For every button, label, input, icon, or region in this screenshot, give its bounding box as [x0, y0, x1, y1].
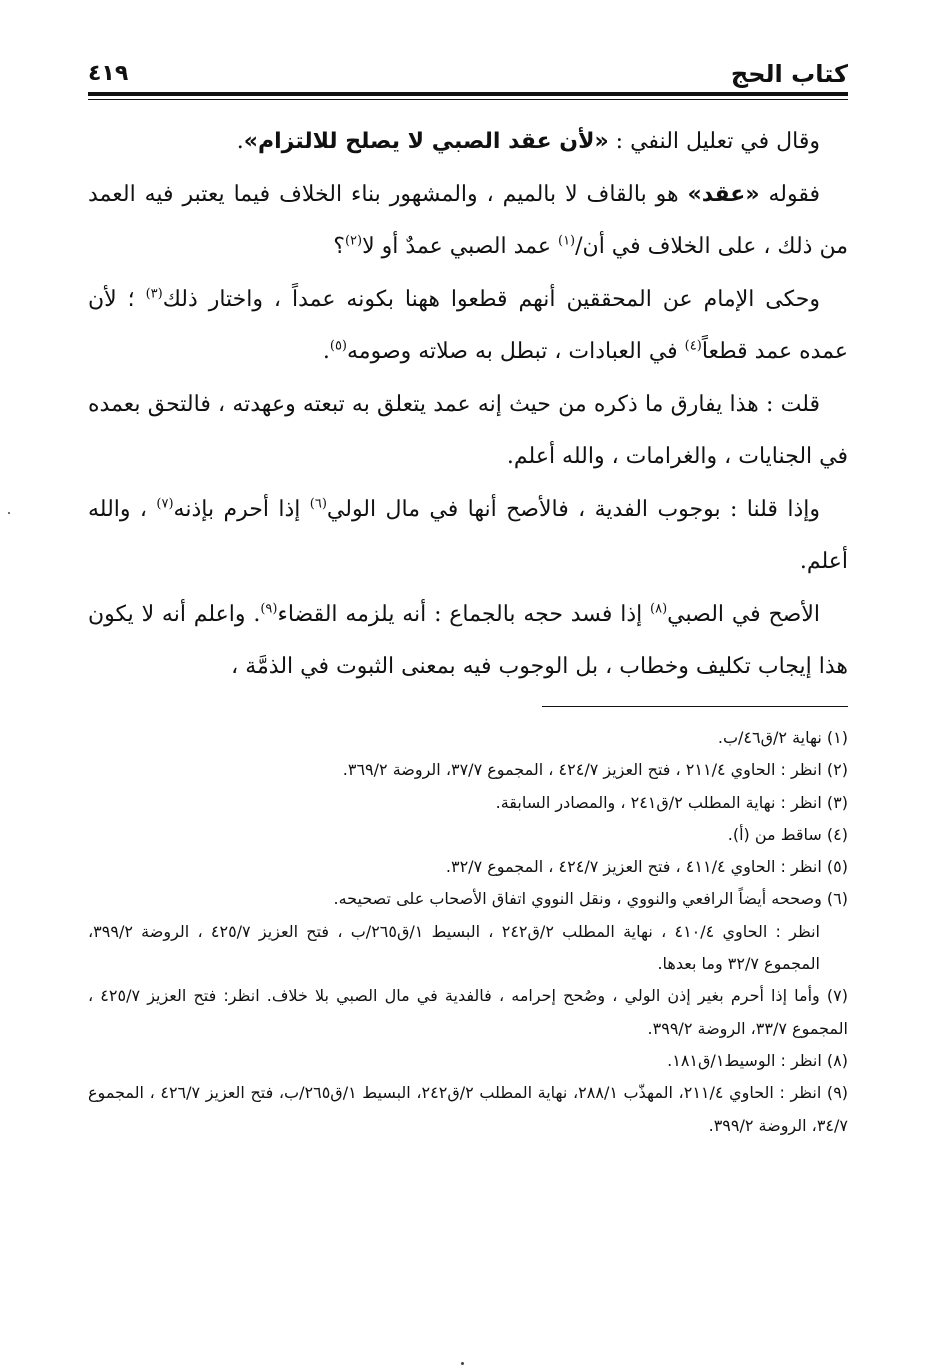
footnote-ref[interactable]: (٥)	[329, 338, 347, 354]
paragraph-3: وحكى الإمام عن المحققين أنهم قطعوا ههنا بكونه عمداً ، واختار ذلك$^{(٣)}$ ؛ لأن عمده عمد قطعاً$^{(٤)}$ في العبادات ، تبطل به صلاته وصومه$^{(٥)}$.	[88, 286, 848, 364]
paragraph-5: وإذا قلنا : بوجوب الفدية ، فالأصح أنها في مال الولي$^{(٦)}$ إذا أحرم بإذنه$^{(٧)}$ ، والله أعلم.	[88, 496, 848, 574]
page-number: ٤١٩	[88, 61, 129, 86]
footnote-7: (٧) وأما إذا أحرم بغير إذن الولي ، وصُحح إحرامه ، فالفدية في مال الصبي بلا خلاف. انظر: فتح العزيز ٤٢٥/٧ ، المجموع ٣٣/٧، الروضة ٣٩٩/٢.	[88, 986, 848, 1038]
bold-quote: «لأن عقد الصبي لا يصلح للالتزام»	[243, 129, 609, 154]
paragraph-1: وقال في تعليل النفي : «لأن عقد الصبي لا يصلح للالتزام».	[236, 129, 820, 154]
footnote-3: (٣) انظر : نهاية المطلب ٢/ق٢٤١ ، والمصادر السابقة.	[495, 792, 848, 812]
footnote-5: (٥) انظر : الحاوي ٤١١/٤ ، فتح العزيز ٤٢٤/٧ ، المجموع ٣٢/٧.	[445, 857, 848, 877]
paragraph-2: فقوله «عقد» هو بالقاف لا بالميم ، والمشهور بناء الخلاف فيما يعتبر فيه العمد من ذلك ، على الخلاف في أن/$^{(١)}$ عمد الصبي عمدٌ أو لا$^{(٢)}$؟	[88, 181, 848, 259]
scan-speck	[461, 1362, 464, 1365]
footnote-4: (٤) ساقط من (أ).	[727, 824, 848, 844]
footnote-separator	[542, 706, 848, 707]
footnote-ref[interactable]: (١)	[557, 233, 576, 249]
footnote-8: (٨) انظر : الوسيط١/ق١٨١.	[667, 1050, 848, 1070]
footnote-ref[interactable]: (٩)	[260, 601, 278, 617]
bold-quote: «عقد»	[687, 181, 760, 207]
footnote-ref[interactable]: (٦)	[309, 496, 327, 512]
footnote-ref[interactable]: (٤)	[684, 338, 702, 354]
footnotes	[88, 722, 848, 1142]
footnote-1: (١) نهاية ٢/ق٤٦/ب.	[717, 728, 848, 747]
footnote-2: (٢) انظر : الحاوي ٢١١/٤ ، فتح العزيز ٤٢٤/٧ ، المجموع ٣٧/٧، الروضة ٣٦٩/٢.	[342, 760, 848, 780]
header-rule-thick	[88, 92, 848, 96]
footnote-ref[interactable]: (٧)	[156, 496, 174, 512]
scan-speck	[8, 512, 10, 514]
footnote-6-continued: انظر : الحاوي ٤١٠/٤ ، نهاية المطلب ٢/ق٢٤٢ ، البسيط ١/ق٢٦٥/ب ، فتح العزيز ٤٢٥/٧ ، الروضة ٣٩٩/٢، المجموع ٣٢/٧ وما بعدها.	[88, 921, 820, 974]
footnote-9: (٩) انظر : الحاوي ٢١١/٤، المهذّب ٢٨٨/١، نهاية المطلب ٢/ق٢٤٢، البسيط ١/ق٢٦٥/ب، فتح العزيز ٤٢٦/٧ ، المجموع ٣٤/٧، الروضة ٣٩٩/٢.	[88, 1083, 849, 1135]
footnote-6: (٦) وصححه أيضاً الرافعي والنووي ، ونقل النووي اتفاق الأصحاب على تصحيحه.	[333, 889, 848, 909]
main-text	[88, 116, 848, 694]
footnote-ref[interactable]: (٨)	[650, 601, 668, 617]
header-rule-thin	[88, 99, 848, 100]
footnote-ref[interactable]: (٣)	[145, 286, 163, 302]
header-title: كتاب الحج	[730, 60, 848, 88]
book-page	[88, 58, 848, 1338]
running-header	[88, 58, 848, 90]
paragraph-6: الأصح في الصبي$^{(٨)}$ إذا فسد حجه بالجماع : أنه يلزمه القضاء$^{(٩)}$. واعلم أنه لا يكون هذا إيجاب تكليف وخطاب ، بل الوجوب فيه بمعنى الثبوت في الذمَّة ،	[88, 601, 848, 679]
footnote-ref[interactable]: (٢)	[344, 233, 363, 249]
paragraph-4: قلت : هذا يفارق ما ذكره من حيث إنه عمد يتعلق به تبعته وعهدته ، فالتحق بعمده في الجنايات ، والغرامات ، والله أعلم.	[88, 391, 848, 469]
